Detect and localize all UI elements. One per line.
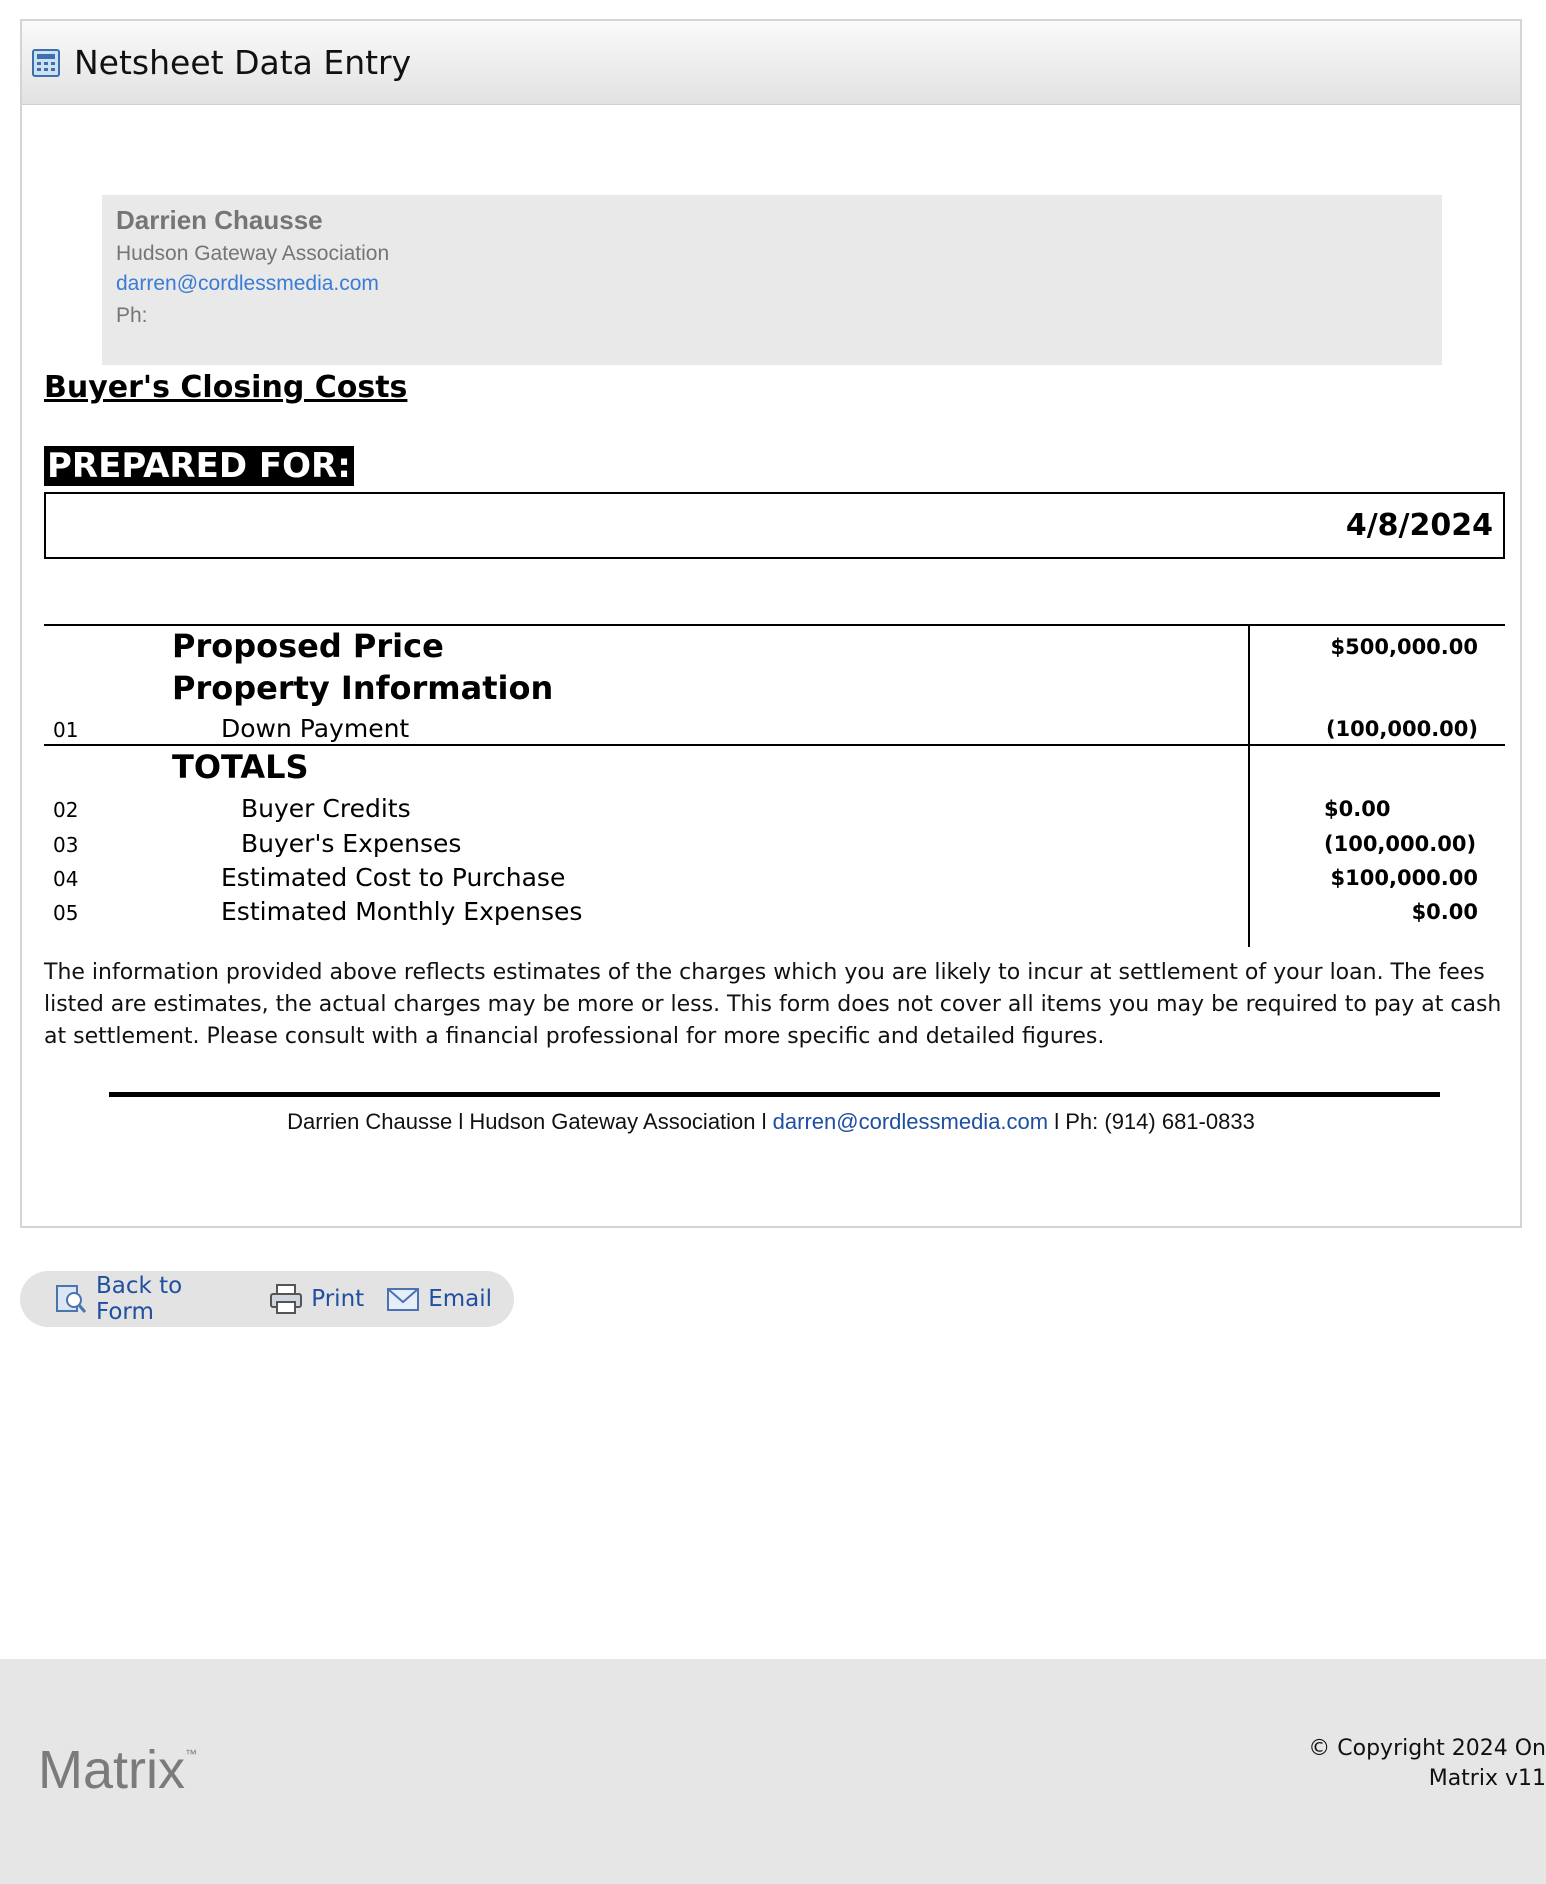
version-text: Matrix v11 (1428, 1766, 1546, 1791)
agent-email-link[interactable]: darren@cordlessmedia.com (116, 272, 379, 295)
action-bar (20, 1271, 514, 1327)
prepared-for-box (44, 492, 1505, 559)
footer-name-org: Darrien Chausse l Hudson Gateway Association l (287, 1109, 767, 1134)
print-button[interactable] (269, 1283, 364, 1315)
agent-card (102, 195, 1442, 365)
printer-icon (269, 1283, 303, 1315)
agent-name: Darrien Chausse (116, 205, 323, 235)
matrix-logo-text: Matrix (38, 1740, 185, 1800)
row-value: $0.00 (1324, 797, 1391, 821)
trademark-mark: ™ (185, 1747, 197, 1761)
prepared-date: 4/8/2024 (1345, 508, 1493, 543)
property-info-heading: Property Information (172, 669, 554, 707)
footer-phone: l Ph: (914) 681-0833 (1054, 1109, 1255, 1134)
panel-title: Netsheet Data Entry (74, 43, 412, 82)
netsheet-panel (20, 19, 1522, 1228)
back-to-form-icon (54, 1283, 88, 1315)
row-number: 05 (53, 901, 79, 925)
row-value: (100,000.00) (1325, 717, 1478, 741)
row-label: Estimated Cost to Purchase (221, 863, 566, 892)
row-value: $0.00 (1411, 900, 1478, 924)
back-to-form-button[interactable] (54, 1273, 247, 1325)
document-title: Buyer's Closing Costs (44, 370, 408, 405)
row-label: Buyer Credits (241, 794, 411, 823)
row-number: 02 (53, 798, 79, 822)
back-to-form-label: Back to Form (95, 1273, 183, 1325)
copyright-text: © Copyright 2024 On (1308, 1736, 1546, 1761)
row-number: 01 (53, 718, 79, 742)
proposed-price-label: Proposed Price (172, 627, 444, 665)
email-button[interactable] (386, 1285, 492, 1313)
agent-phone: Ph: (116, 304, 148, 327)
panel-header (22, 21, 1520, 105)
matrix-logo (38, 1739, 197, 1801)
footer-contact (22, 1109, 1520, 1135)
prepared-for-label: PREPARED FOR: (44, 446, 354, 486)
disclaimer-text: The information provided above reflects estimates of the charges which you are likely to incur at settlement of your loan. The fees listed are estimates, the actual charges may be more or less. This form does not cover all items you may be required to pay at cash at settlement. Please consult with a financial professional for more specific and detailed figures. (44, 960, 1502, 1049)
row-number: 04 (53, 867, 79, 891)
row-label: Buyer's Expenses (241, 829, 462, 858)
calculator-icon (32, 49, 60, 77)
row-value: $100,000.00 (1330, 866, 1478, 890)
table-top-rule (44, 624, 1505, 626)
row-number: 03 (53, 833, 79, 857)
footer-rule (109, 1092, 1440, 1097)
copyright-block (1308, 1734, 1546, 1794)
footer-email-link[interactable]: darren@cordlessmedia.com (772, 1109, 1049, 1134)
row-label: Estimated Monthly Expenses (221, 897, 583, 926)
agent-organization: Hudson Gateway Association (116, 242, 390, 265)
row-label: Down Payment (221, 714, 410, 743)
page-footer (0, 1659, 1546, 1884)
email-label: Email (428, 1286, 492, 1312)
proposed-price-value: $500,000.00 (1330, 635, 1478, 659)
table-mid-rule (44, 744, 1505, 746)
table-column-divider (1248, 624, 1250, 947)
print-label: Print (311, 1286, 365, 1312)
row-value: (100,000.00) (1324, 832, 1477, 856)
totals-heading: TOTALS (172, 748, 309, 786)
envelope-icon (386, 1285, 420, 1313)
